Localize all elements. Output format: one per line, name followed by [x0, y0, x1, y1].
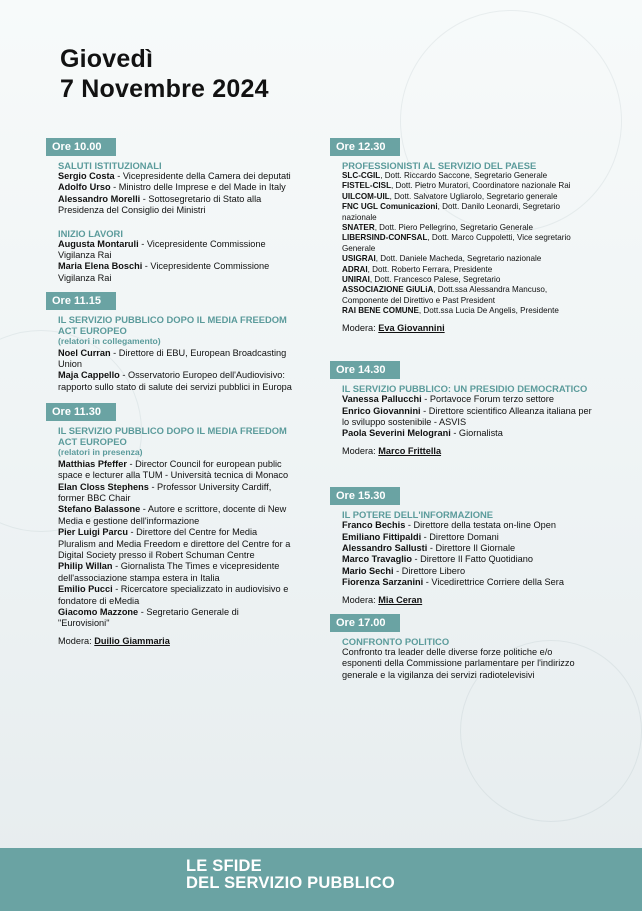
- speaker-role: - Direttore del Centre for Media Pluralism and Media Freedom e direttore del Centre for a Digital Society presso il Robert Schuman Centre: [58, 527, 291, 560]
- session-title: INIZIO LAVORI: [58, 227, 123, 239]
- session-title: PROFESSIONISTI AL SERVIZIO DEL PAESE: [342, 160, 537, 171]
- speaker-role: - Direttore scientifico Alleanza italiana per lo sviluppo sostenibile - ASVIS: [342, 405, 592, 427]
- speaker-entry: [342, 566, 592, 577]
- speaker-name: Maja Cappello: [58, 370, 120, 381]
- time-slot-label: Ore 12.30: [330, 138, 400, 156]
- speaker-entry: [342, 192, 592, 202]
- time-slot: [46, 403, 292, 647]
- time-slot-label: Ore 11.15: [46, 292, 116, 310]
- speaker-entry: [58, 194, 292, 217]
- speaker-role: - Sottosegretario di Stato alla Presidenza del Consiglio dei Ministri: [58, 193, 262, 216]
- speaker-name: FISTEL-CISL: [342, 181, 392, 191]
- speaker-name: Giacomo Mazzone: [58, 606, 139, 617]
- speaker-role: - Direttore di EBU, European Broadcasting Union: [58, 347, 287, 370]
- speaker-entry: [342, 254, 592, 264]
- speaker-name: UNIRAI: [342, 275, 370, 285]
- speaker-name: Augusta Montaruli: [58, 238, 139, 249]
- speaker-entry: [342, 171, 592, 181]
- speaker-role: - Ricercatore specializzato in audiovisivo e fondatore di eMedia: [58, 584, 289, 606]
- speaker-name: USIGRAI: [342, 254, 376, 264]
- session-title: SALUTI ISTITUZIONALI: [58, 160, 162, 171]
- speaker-entry: [58, 261, 292, 284]
- speaker-name: Maria Elena Boschi: [58, 261, 143, 272]
- speaker-name: Alessandro Sallusti: [342, 542, 428, 553]
- speaker-entry: [342, 275, 592, 285]
- session-note: (relatori in collegamento): [58, 336, 161, 347]
- speaker-entry: [342, 233, 592, 254]
- speaker-role: - Vicepresidente Commissione Vigilanza Rai: [58, 261, 270, 283]
- speaker-name: Fiorenza Sarzanini: [342, 577, 424, 588]
- speaker-entry: [342, 532, 592, 543]
- speaker-name: ADRAI: [342, 264, 368, 274]
- moderator-name: Mia Ceran: [378, 594, 423, 605]
- speaker-name: Stefano Balassone: [58, 504, 141, 515]
- time-slot-label: Ore 17.00: [330, 614, 400, 632]
- speaker-name: Vanessa Pallucchi: [342, 394, 422, 405]
- speaker-name: Elan Closs Stephens: [58, 481, 149, 492]
- session-description: Confronto tra leader delle diverse forze politiche e/o esponenti della Commissione parlamentare per l'indirizzo generale e la vigilanza dei servizi radiotelevisivi: [342, 646, 575, 680]
- speaker-role: - Direttore della testata on-line Open: [405, 520, 556, 531]
- event-day: Giovedì: [60, 45, 154, 73]
- speaker-entry: [342, 577, 592, 588]
- speaker-role: , Dott. Pietro Muratori, Coordinatore nazionale Rai: [391, 181, 571, 191]
- time-slot-label: Ore 14.30: [330, 361, 400, 379]
- moderator-label: Modera:: [342, 594, 379, 605]
- speaker-name: ASSOCIAZIONE GiULiA: [342, 285, 434, 295]
- time-slot-body: [330, 636, 592, 681]
- moderator-label: Modera:: [342, 445, 379, 456]
- time-slot: [330, 361, 592, 457]
- speaker-entry: [58, 482, 292, 505]
- moderator-name: Eva Giovannini: [378, 322, 445, 333]
- time-slot: [330, 138, 592, 333]
- speaker-entry: [58, 239, 292, 262]
- speaker-entry: [342, 520, 592, 531]
- moderator-label: Modera:: [58, 635, 95, 646]
- footer-line: LE SFIDE: [186, 857, 262, 875]
- speaker-role: - Direttore Il Fatto Quotidiano: [411, 554, 533, 565]
- speaker-name: Franco Bechis: [342, 520, 406, 531]
- time-slot-label: Ore 15.30: [330, 487, 400, 505]
- speaker-entry: [342, 181, 592, 191]
- time-slot: [46, 138, 292, 284]
- speaker-role: - Direttore Il Giornale: [427, 542, 516, 553]
- program-column-right: [330, 138, 592, 689]
- speaker-name: Matthias Pfeffer: [58, 458, 127, 469]
- speaker-entry: [342, 394, 592, 405]
- speaker-entry: [58, 527, 292, 561]
- time-slot: [46, 292, 292, 393]
- speaker-role: - Professor University Cardiff, former BBC Chair: [58, 481, 272, 503]
- speaker-role: , Dott.ssa Alessandra Mancuso, Componente del Direttivo e Past President: [342, 285, 548, 305]
- speaker-role: , Dott. Daniele Macheda, Segretario nazionale: [375, 254, 542, 264]
- speaker-entry: [342, 223, 592, 233]
- session-title: IL SERVIZIO PUBBLICO DOPO IL MEDIA FREEDOM ACT EUROPEO: [58, 314, 287, 337]
- speaker-role: - Direttore Libero: [393, 565, 466, 576]
- speaker-name: Adolfo Urso: [58, 182, 111, 193]
- time-slot-body: [46, 160, 292, 284]
- speaker-role: , Dott. Riccardo Saccone, Segretario Generale: [380, 171, 548, 180]
- speaker-role: , Dott. Roberto Ferrara, Presidente: [367, 264, 493, 274]
- speaker-name: Marco Travaglio: [342, 554, 412, 565]
- speaker-name: Philip Willan: [58, 561, 113, 572]
- program-column-left: [46, 138, 292, 655]
- speaker-role: - Autore e scrittore, docente di New Media e gestione dell'informazione: [58, 504, 287, 526]
- speaker-name: UILCOM-UIL: [342, 191, 390, 201]
- speaker-entry: [58, 171, 292, 182]
- moderator: [342, 595, 592, 606]
- time-slot-body: [330, 509, 592, 606]
- time-slot: [330, 487, 592, 606]
- speaker-name: Pier Luigi Parcu: [58, 527, 128, 538]
- moderator-name: Marco Frittella: [378, 445, 442, 456]
- speaker-role: , Dott. Piero Pellegrino, Segretario Generale: [374, 223, 534, 233]
- speaker-entry: [58, 607, 292, 630]
- speaker-role: - Vicedirettrice Corriere della Sera: [423, 577, 564, 588]
- speaker-role: - Segretario Generale di "Eurovisioni": [58, 606, 239, 629]
- speaker-entry: [58, 561, 292, 584]
- session-title: IL POTERE DELL'INFORMAZIONE: [342, 509, 494, 521]
- speaker-entry: [342, 306, 592, 316]
- speaker-name: Paola Severini Melograni: [342, 428, 451, 439]
- speaker-name: Sergio Costa: [58, 171, 115, 181]
- time-slot-body: [46, 425, 292, 647]
- moderator: [58, 636, 292, 647]
- speaker-entry: [342, 428, 592, 439]
- time-slot-body: [46, 314, 292, 393]
- page-title: [60, 44, 269, 104]
- time-slot: [330, 614, 592, 681]
- session-title: CONFRONTO POLITICO: [342, 635, 450, 647]
- speaker-entry: [342, 285, 592, 306]
- time-slot-label: Ore 10.00: [46, 138, 116, 156]
- footer-title: [186, 858, 395, 892]
- speaker-role: - Vicepresidente della Camera dei deputati: [114, 171, 291, 181]
- speaker-role: - Osservatorio Europeo dell'Audiovisivo: rapporto sullo stato di salute dei servizi pubblici in Europa: [58, 370, 292, 392]
- speaker-entry: [342, 554, 592, 565]
- speaker-entry: [342, 265, 592, 275]
- speaker-name: Alessandro Morelli: [58, 193, 141, 204]
- event-date: 7 Novembre 2024: [60, 75, 269, 103]
- time-slot-body: [330, 160, 592, 333]
- speaker-name: Enrico Giovannini: [342, 405, 421, 416]
- moderator-name: Duilio Giammaria: [94, 635, 170, 646]
- speaker-entry: [58, 584, 292, 607]
- speaker-name: Mario Sechi: [342, 565, 394, 576]
- speaker-entry: [58, 459, 292, 482]
- speaker-name: Noel Curran: [58, 347, 111, 358]
- section-spacer: [58, 217, 292, 224]
- speaker-role: , Dott. Marco Cuppoletti, Vice segretario Generale: [342, 233, 571, 253]
- speaker-entry: [342, 406, 592, 429]
- time-slot-body: [330, 383, 592, 457]
- speaker-role: , Dott. Francesco Palese, Segretario: [369, 275, 501, 285]
- speaker-entry: [58, 504, 292, 527]
- speaker-entry: [58, 182, 292, 193]
- speaker-name: Emilio Pucci: [58, 584, 113, 595]
- speaker-name: RAI BENE COMUNE: [342, 306, 419, 316]
- speaker-role: - Giornalista: [450, 428, 503, 439]
- moderator-label: Modera:: [342, 322, 379, 333]
- session-note: (relatori in presenza): [58, 447, 143, 458]
- speaker-role: - Ministro delle Imprese e del Made in Italy: [110, 182, 286, 193]
- speaker-role: - Director Council for european public space e lecturer alla TUM - Università tecnica di Monaco: [58, 458, 289, 481]
- speaker-role: , Dott.ssa Lucia De Angelis, Presidente: [418, 306, 559, 316]
- speaker-entry: [342, 202, 592, 223]
- speaker-name: Emiliano Fittipaldi: [342, 531, 422, 542]
- speaker-entry: [58, 370, 292, 393]
- speaker-role: , Dott. Danilo Leonardi, Segretario nazionale: [342, 202, 561, 222]
- speaker-name: LIBERSIND-CONFSAL: [342, 233, 428, 243]
- session-title: IL SERVIZIO PUBBLICO: UN PRESIDIO DEMOCRATICO: [342, 383, 588, 395]
- speaker-name: SNATER: [342, 223, 375, 233]
- speaker-role: - Giornalista The Times e vicepresidente dell'associazione stampa estera in Italia: [58, 561, 280, 583]
- time-slot-label: Ore 11.30: [46, 403, 116, 421]
- footer-line: DEL SERVIZIO PUBBLICO: [186, 874, 395, 892]
- speaker-role: - Vicepresidente Commissione Vigilanza Rai: [58, 238, 266, 261]
- session-title: IL SERVIZIO PUBBLICO DOPO IL MEDIA FREEDOM ACT EUROPEO: [58, 425, 287, 448]
- speaker-role: - Portavoce Forum terzo settore: [421, 394, 554, 405]
- speaker-entry: [342, 543, 592, 554]
- moderator: [342, 323, 592, 333]
- speaker-name: SLC-CGIL: [342, 171, 381, 180]
- speaker-role: , Dott. Salvatore Ugliarolo, Segretario generale: [389, 191, 558, 201]
- speaker-name: FNC UGL Comunicazioni: [342, 202, 438, 212]
- speaker-entry: [58, 348, 292, 371]
- speaker-role: - Direttore Domani: [421, 531, 499, 542]
- moderator: [342, 446, 592, 457]
